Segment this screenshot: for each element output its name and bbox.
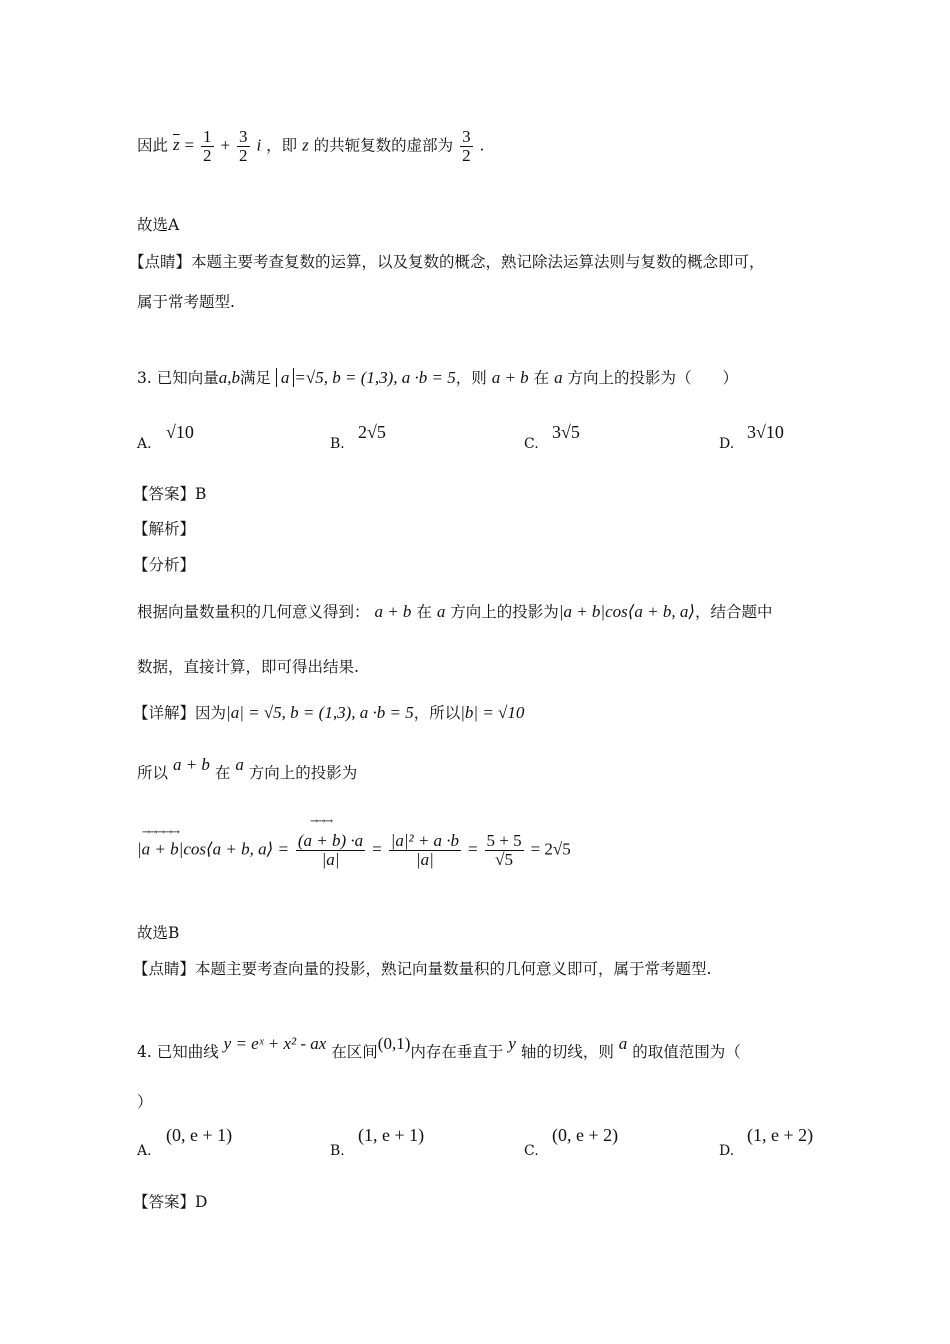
- option-label-a: A.: [137, 1143, 152, 1159]
- plus-sign: +: [220, 135, 231, 155]
- text: 在: [416, 603, 432, 621]
- option-label-c: C.: [524, 1143, 539, 1159]
- q3-cond: =√5, b = (1,3), a ·b = 5: [294, 368, 456, 387]
- text: 方向上的投影为: [248, 764, 358, 782]
- q3-equation: [137, 832, 571, 869]
- imag-unit: i: [256, 135, 262, 155]
- text: 4. 已知曲线: [137, 1043, 219, 1061]
- option-value-a: (0, e + 1): [166, 1125, 233, 1145]
- option-label-b: B.: [330, 1143, 345, 1159]
- interval: (0,1): [377, 1034, 411, 1053]
- frac-den: |a|: [296, 850, 365, 869]
- vector-arrows: →→→: [310, 816, 333, 827]
- note-text: 本题主要考查向量的投影，熟记向量数量积的几何意义即可，属于常考题型.: [195, 960, 712, 978]
- q3-note: [133, 957, 711, 979]
- frac-num: |a|² + a ·b: [390, 831, 460, 850]
- option-label-d: D.: [719, 1143, 735, 1159]
- frac-num: 5 + 5: [486, 831, 522, 850]
- frac-den: 2: [203, 145, 212, 165]
- option-label-a: A.: [137, 436, 152, 452]
- q3-answer: 【答案】B: [133, 485, 207, 503]
- option-label-c: C.: [524, 436, 539, 452]
- fraction-1-2: [201, 128, 214, 165]
- q3-choice: 故选B: [137, 924, 180, 942]
- abs-a: a: [276, 368, 295, 387]
- text: 所以: [137, 764, 169, 782]
- q3-stem-a: 3. 已知向量: [137, 369, 219, 387]
- fraction-3-2: [237, 128, 250, 165]
- q2-choice: 故选A: [137, 216, 180, 234]
- option-value-c: 3√5: [552, 422, 580, 442]
- vector-arrows: →→→→→: [142, 827, 179, 838]
- eq-sign: =: [372, 839, 382, 859]
- fraction-result: [460, 128, 473, 165]
- var-a: a: [554, 368, 563, 387]
- text: 因为: [195, 704, 227, 722]
- sum-a-b: a + b: [491, 368, 529, 387]
- option-value-c: (0, e + 2): [552, 1125, 619, 1145]
- frac-num: 1: [203, 127, 212, 146]
- q3-stem-c: ，则: [455, 369, 487, 387]
- var-a: a: [235, 755, 244, 774]
- q3-detail: [133, 701, 524, 723]
- frac-num: 3: [239, 127, 248, 146]
- eq-rhs: = 2√5: [530, 839, 571, 859]
- text: 内存在垂直于: [410, 1043, 504, 1061]
- q3-stem-b: 满足: [239, 369, 271, 387]
- option-value-d: 3√10: [747, 422, 784, 442]
- q2-note: [129, 250, 765, 272]
- q3-analyze-head: 【分析】: [133, 556, 196, 574]
- z-var: z: [302, 135, 309, 155]
- q2-note-line2: 属于常考题型.: [137, 293, 235, 311]
- q4-stem: [137, 1034, 741, 1062]
- detail-cond: |a| = √5, b = (1,3), a ·b = 5: [226, 703, 414, 722]
- q2-end: .: [479, 136, 485, 155]
- z-bar: $\overline{z}$: [172, 135, 180, 155]
- text: 在区间: [331, 1043, 378, 1061]
- q2-prefix: 因此: [137, 136, 169, 155]
- frac-den: √5: [485, 850, 524, 869]
- text: ，结合题中: [695, 603, 773, 621]
- text: 根据向量数量积的几何意义得到：: [137, 603, 370, 621]
- option-value-b: (1, e + 1): [358, 1125, 425, 1145]
- text: 的取值范围为（: [632, 1043, 741, 1061]
- text: ，所以: [413, 704, 461, 722]
- frac-den: |a|: [389, 850, 461, 869]
- option-value-b: 2√5: [358, 422, 386, 442]
- sum-a-b: a + b: [172, 755, 210, 774]
- eq-fraction-1: [296, 832, 365, 869]
- text: 在: [214, 764, 231, 782]
- eq-sign: =: [468, 839, 478, 859]
- var-y: y: [508, 1034, 516, 1053]
- detail-result: |b| = √10: [460, 703, 525, 722]
- option-value-a: √10: [166, 422, 194, 442]
- var-a: a: [618, 1034, 628, 1053]
- sum-a-b: a + b: [374, 602, 412, 621]
- q2-mid2: 的共轭复数的虚部为: [313, 136, 454, 155]
- projection-formula: |a + b|cos⟨a + b, a⟩: [558, 602, 695, 621]
- q2-mid: ，即: [266, 136, 298, 155]
- eq-sign: =: [184, 135, 195, 155]
- frac-den: 2: [462, 145, 471, 165]
- detail-label: 【详解】: [133, 704, 196, 722]
- frac-den: 2: [239, 145, 248, 165]
- note-label: 【点睛】: [133, 960, 196, 978]
- frac-num: (a + b) ·a: [297, 831, 364, 850]
- curve-equation: y = eˣ + x² - ax: [223, 1034, 327, 1053]
- q3-so-line: [137, 755, 358, 783]
- eq-fraction-3: [485, 832, 524, 869]
- eq-fraction-2: [389, 832, 461, 869]
- q3-stem-e: 方向上的投影为（ ）: [567, 369, 739, 387]
- q3-stem: [137, 366, 738, 388]
- q3-analysis: 【解析】: [133, 520, 196, 538]
- option-value-d: (1, e + 2): [747, 1125, 814, 1145]
- q3-analyze-line2: 数据，直接计算，即可得出结果.: [137, 658, 359, 676]
- option-label-b: B.: [330, 436, 345, 452]
- note-text: 本题主要考查复数的运算，以及复数的概念，熟记除法运算法则与复数的概念即可，: [191, 253, 765, 271]
- note-label: 【点睛】: [129, 253, 192, 271]
- q4-answer: 【答案】D: [133, 1193, 208, 1211]
- q3-stem-d: 在: [533, 369, 550, 387]
- q4-stem-close: ）: [137, 1093, 153, 1111]
- q3-analyze-line1: [137, 600, 773, 622]
- frac-num: 3: [462, 127, 471, 146]
- eq-lhs: |a + b|cos⟨a + b, a⟩ =: [137, 839, 289, 859]
- text: 方向上的投影为: [450, 603, 559, 621]
- option-label-d: D.: [719, 436, 735, 452]
- q2-conclusion-line: [137, 128, 484, 165]
- vec-ab: a,b: [218, 368, 240, 387]
- var-a: a: [436, 602, 446, 621]
- text: 轴的切线，则: [520, 1043, 614, 1061]
